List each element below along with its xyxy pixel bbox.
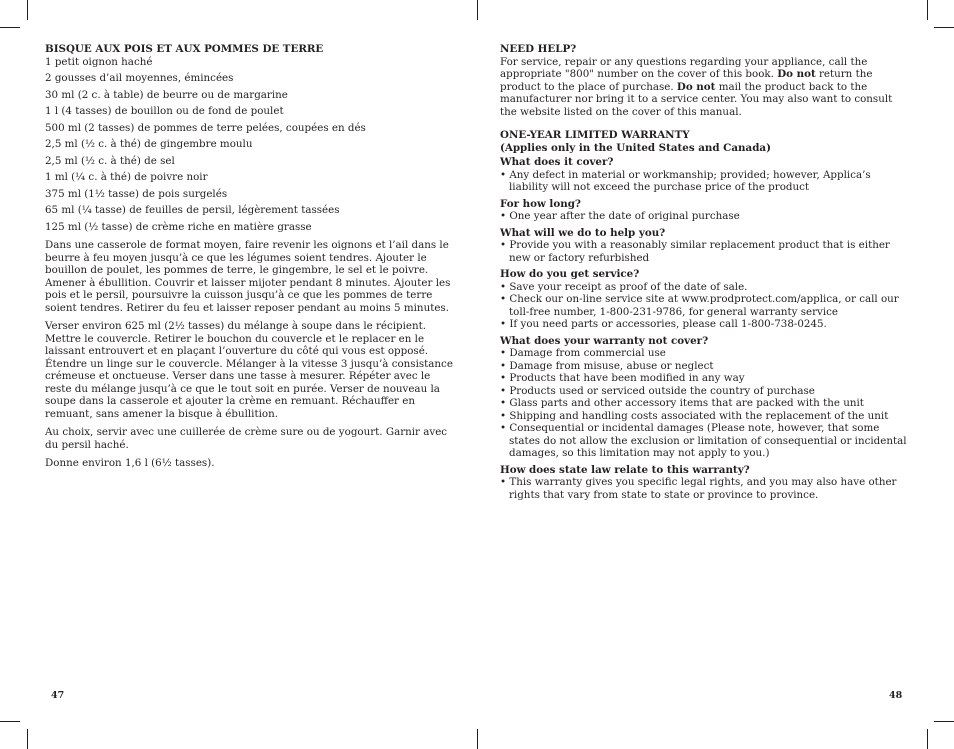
ingredient-line: 1 petit oignon haché xyxy=(45,55,153,68)
warranty-question: What does it cover? xyxy=(500,156,614,168)
need-help-section xyxy=(500,43,910,118)
warranty-bullet-item: • Check our on-line service site at www.prodprotect.com/applica, or call our toll-free number, 1-800-231-9786, for general warranty service xyxy=(500,293,899,318)
crop-mark-top-center xyxy=(477,0,478,20)
recipe-title: BISQUE AUX POIS ET AUX POMMES DE TERRE xyxy=(45,43,324,55)
crop-mark-top-left-h xyxy=(0,27,20,28)
need-help-text xyxy=(500,56,910,119)
warranty-bullet-item: • Products used or serviced outside the country of purchase xyxy=(500,384,815,397)
right-page-warranty xyxy=(500,43,910,505)
warranty-bullet-item: • This warranty gives you specific legal rights, and you may also have other rights that vary from state to state or province to province. xyxy=(500,476,897,501)
crop-mark-top-right-h xyxy=(934,27,954,28)
warranty-question: How do you get service? xyxy=(500,268,640,280)
warranty-question: What does your warranty not cover? xyxy=(500,334,709,347)
warranty-question: What will we do to help you? xyxy=(500,226,666,239)
ingredient-line: 1 ml (¼ c. à thé) de poivre noir xyxy=(45,171,208,183)
need-help-text-part: return the product to the place of purchase. xyxy=(500,68,873,93)
serving-suggestion: Au choix, servir avec une cuillerée de crème sure ou de yogourt. Garnir avec du persil haché. xyxy=(45,426,448,451)
warranty-section xyxy=(500,335,910,460)
warranty-section xyxy=(500,227,910,265)
warranty-section xyxy=(500,198,910,223)
warranty-title: ONE-YEAR LIMITED WARRANTY xyxy=(500,129,690,141)
ingredient-line: 375 ml (1½ tasse) de pois surgelés xyxy=(45,187,228,200)
ingredient-line: 2,5 ml (½ c. à thé) de sel xyxy=(45,154,175,167)
need-help-text-part: For service, repair or any questions regarding your appliance, call the appropriate "800" number on the cover of this book. xyxy=(500,55,868,80)
warranty-bullet-item: • If you need parts or accessories, please call 1-800-738-0245. xyxy=(500,318,827,330)
warranty-bullet-item: • Any defect in material or workmanship; provided; however, Applica’s liability will not exceed the purchase price of the product xyxy=(500,168,871,193)
warranty-question: For how long? xyxy=(500,197,581,210)
ingredient-line: 30 ml (2 c. à table) de beurre ou de margarine xyxy=(45,88,288,101)
crop-mark-bottom-right-h xyxy=(934,721,954,722)
warranty-bullet-item: • Shipping and handling costs associated with the replacement of the unit xyxy=(500,409,889,422)
warranty-bullet-item: • Provide you with a reasonably similar replacement product that is either new or factory refurbished xyxy=(500,239,890,264)
warranty-section xyxy=(500,268,910,331)
ingredient-line: 125 ml (½ tasse) de crème riche en matière grasse xyxy=(45,220,312,233)
warranty-bullet-item: • Consequential or incidental damages (Please note, however, that some states do not allow the exclusion or limitation of consequential or incidental damages, so this limitation may not apply to you.) xyxy=(500,422,907,459)
need-help-text-part: mail the product back to the manufacturer nor bring it to a service center. You may also want to consult the website listed on the cover of this manual. xyxy=(500,80,893,118)
ingredient-line: 2,5 ml (½ c. à thé) de gingembre moulu xyxy=(45,138,253,150)
crop-mark-bottom-left-h xyxy=(0,721,20,722)
left-page-recipe xyxy=(45,43,455,470)
do-not-emphasis: Do not xyxy=(777,68,816,80)
warranty-bullet-item: • Glass parts and other accessory items that are packed with the unit xyxy=(500,397,864,409)
crop-mark-bottom-right xyxy=(927,729,928,749)
ingredient-line: 1 l (4 tasses) de bouillon ou de fond de poulet xyxy=(45,105,284,117)
warranty-bullet-item: • Products that have been modified in any way xyxy=(500,372,745,384)
need-help-heading: NEED HELP? xyxy=(500,43,577,55)
warranty-bullet-item: • Damage from misuse, abuse or neglect xyxy=(500,359,714,372)
warranty-section xyxy=(500,464,910,502)
ingredient-line: 500 ml (2 tasses) de pommes de terre pelées, coupées en dés xyxy=(45,121,366,134)
yield-note: Donne environ 1,6 l (6½ tasses). xyxy=(45,457,215,469)
warranty-sections xyxy=(500,156,910,501)
crop-mark-bottom-center xyxy=(477,729,478,749)
warranty-bullet-item: • Save your receipt as proof of the date of sale. xyxy=(500,280,748,293)
warranty-subtitle: (Applies only in the United States and Canada) xyxy=(500,141,771,154)
page-number-left: 47 xyxy=(51,690,65,701)
do-not-emphasis: Do not xyxy=(676,80,716,93)
instruction-paragraph: Dans une casserole de format moyen, faire revenir les oignons et l’ail dans le beurre à feu moyen jusqu’à ce que les légumes soient tendres. Ajouter le bouillon de poulet, les pommes de terre, le gingembre, le sel et le poivre. Amener à ébullition. Couvrir et laisser mijoter pendant 8 minutes. Ajouter les pois et le persil, poursuivre la cuisson jusqu’à ce que les pommes de terre soient tendres. Retirer du feu et laisser reposer pendant au moins 5 minutes. xyxy=(45,239,451,314)
warranty-bullet-item: • Damage from commercial use xyxy=(500,347,666,359)
crop-mark-bottom-left xyxy=(27,729,28,749)
ingredient-line: 2 gousses d’ail moyennes, émincées xyxy=(45,72,234,84)
instruction-paragraph: Verser environ 625 ml (2½ tasses) du mélange à soupe dans le récipient. Mettre le couvercle. Retirer le bouchon du couvercle et le replacer en le laissant entrouvert et en plaçant l’ouverture du côté qui vous est opposé. Étendre un linge sur le couvercle. Mélanger à la vitesse 3 jusqu’à consistance crémeuse et onctueuse. Verser dans une tasse à mesurer. Répéter avec le reste du mélange jusqu’à ce que le tout soit en purée. Verser de nouveau la soupe dans la casserole et ajouter la crème en remuant. Réchauffer en remuant, sans amener la bisque à ébullition. xyxy=(45,320,453,420)
warranty-bullet-item: • One year after the date of original purchase xyxy=(500,210,740,222)
warranty-section xyxy=(500,156,910,194)
crop-mark-top-left xyxy=(27,0,28,20)
ingredient-line: 65 ml (¼ tasse) de feuilles de persil, légèrement tassées xyxy=(45,204,340,216)
crop-mark-top-right xyxy=(927,0,928,20)
warranty-question: How does state law relate to this warranty? xyxy=(500,463,750,476)
page-number-right: 48 xyxy=(889,690,903,701)
